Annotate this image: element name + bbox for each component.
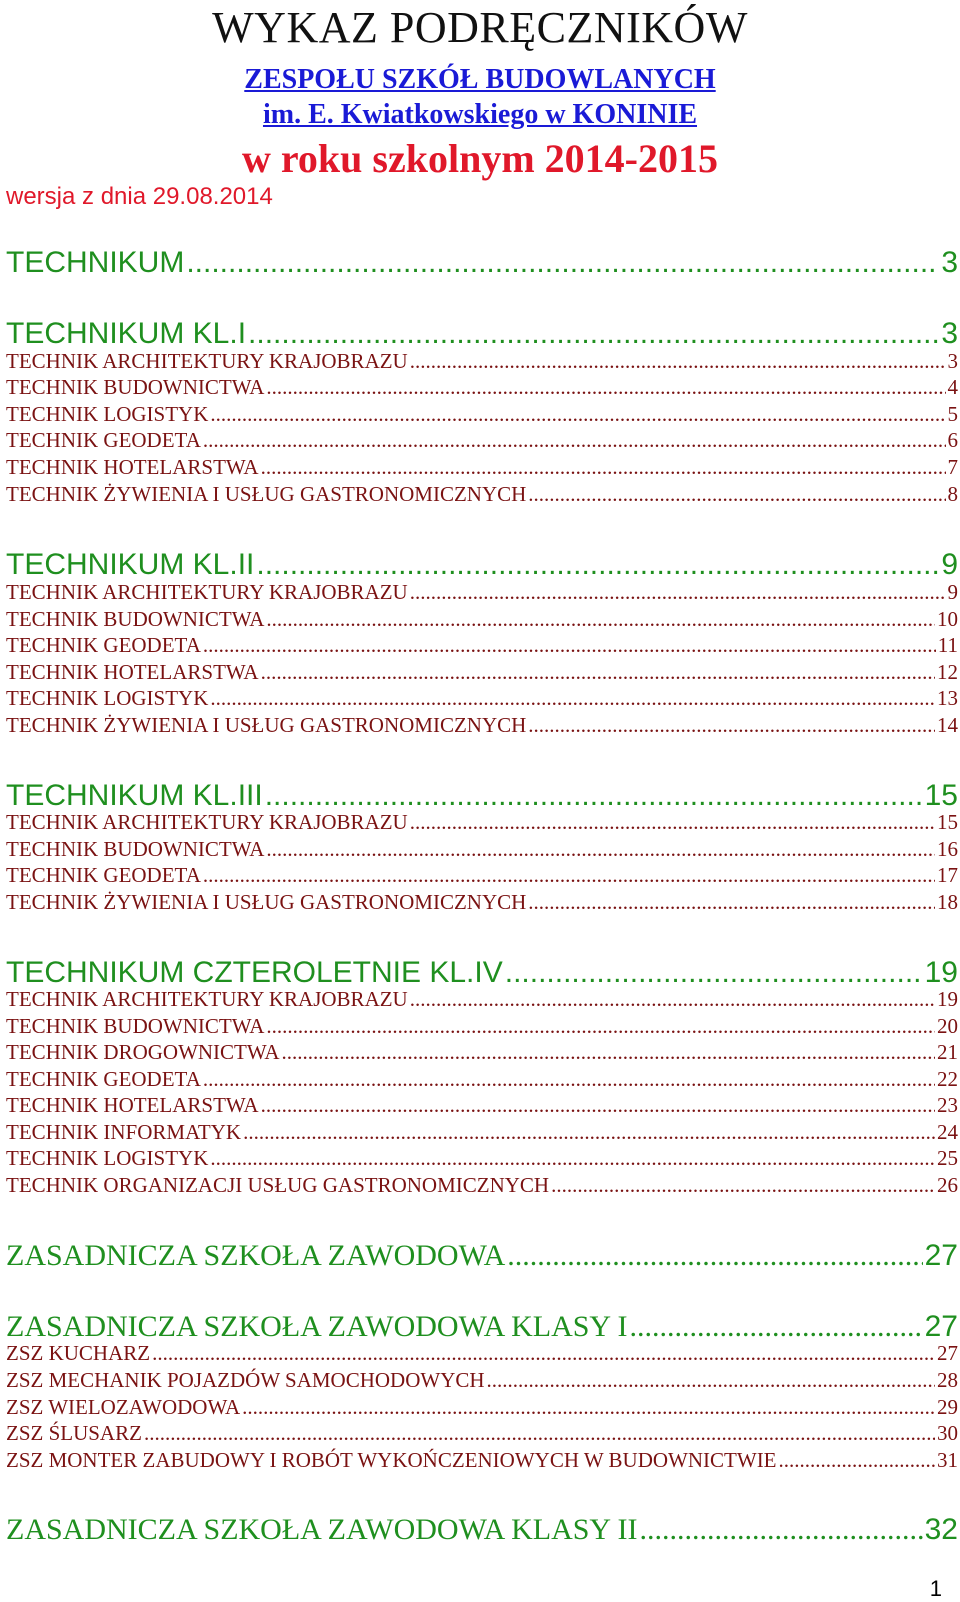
toc-entry-label: ZSZ WIELOZAWODOWA bbox=[6, 1395, 241, 1419]
toc-entry-page: 27 bbox=[924, 1239, 958, 1272]
toc-leader-dots bbox=[242, 1395, 935, 1420]
toc-entry-page: 27 bbox=[924, 1310, 958, 1343]
document-title: WYKAZ PODRĘCZNIKÓW bbox=[212, 3, 748, 52]
toc-entry-label: TECHNIK ŻYWIENIA I USŁUG GASTRONOMICZNYCH bbox=[6, 890, 527, 914]
toc-entry-label: TECHNIK GEODETA bbox=[6, 863, 201, 887]
toc-item-entry[interactable] bbox=[6, 1040, 958, 1065]
toc-item-entry[interactable] bbox=[6, 1421, 958, 1446]
toc-item-entry[interactable] bbox=[6, 1173, 958, 1198]
toc-entry-page: 21 bbox=[937, 1040, 958, 1064]
toc-item-entry[interactable] bbox=[6, 810, 958, 835]
toc-leader-dots bbox=[210, 686, 935, 711]
toc-entry-label: TECHNIK GEODETA bbox=[6, 633, 201, 657]
toc-item-entry[interactable] bbox=[6, 1067, 958, 1092]
toc-item-entry[interactable] bbox=[6, 1120, 958, 1145]
toc-item-entry[interactable] bbox=[6, 428, 958, 453]
school-patron-link[interactable]: im. E. Kwiatkowskiego w KONINIE bbox=[262, 99, 698, 130]
toc-leader-dots bbox=[507, 1239, 922, 1273]
toc-item-entry[interactable] bbox=[6, 375, 958, 400]
toc-entry-page: 3 bbox=[941, 246, 958, 279]
toc-entry-label: TECHNIK ARCHITEKTURY KRAJOBRAZU bbox=[6, 580, 408, 604]
toc-entry-page: 19 bbox=[937, 987, 958, 1011]
toc-leader-dots bbox=[256, 548, 939, 582]
toc-entry-page: 19 bbox=[924, 956, 958, 989]
toc-entry-label: TECHNIK BUDOWNICTWA bbox=[6, 837, 265, 861]
toc-leader-dots bbox=[265, 779, 923, 813]
toc-item-entry[interactable] bbox=[6, 1146, 958, 1171]
toc-entry-page: 8 bbox=[947, 482, 958, 506]
version-date: wersja z dnia 29.08.2014 bbox=[6, 183, 273, 210]
toc-leader-dots bbox=[410, 987, 935, 1012]
toc-leader-dots bbox=[261, 455, 946, 480]
toc-entry-page: 26 bbox=[937, 1173, 958, 1197]
toc-leader-dots bbox=[266, 1014, 935, 1039]
toc-leader-dots bbox=[629, 1310, 922, 1344]
toc-section-entry[interactable] bbox=[6, 1513, 958, 1547]
toc-entry-label: ZSZ KUCHARZ bbox=[6, 1341, 151, 1365]
toc-entry-page: 25 bbox=[937, 1146, 958, 1170]
toc-leader-dots bbox=[261, 1093, 935, 1118]
toc-entry-page: 12 bbox=[937, 660, 958, 684]
toc-leader-dots bbox=[505, 956, 923, 990]
toc-leader-dots bbox=[186, 246, 939, 280]
school-year: w roku szkolnym 2014-2015 bbox=[242, 136, 718, 181]
toc-entry-page: 27 bbox=[937, 1341, 958, 1365]
toc-entry-page: 5 bbox=[947, 402, 958, 426]
toc-entry-page: 6 bbox=[947, 428, 958, 452]
toc-leader-dots bbox=[639, 1513, 922, 1547]
toc-leader-dots bbox=[282, 1040, 935, 1065]
toc-item-entry[interactable] bbox=[6, 455, 958, 480]
page-number: 1 bbox=[929, 1576, 942, 1601]
toc-item-entry[interactable] bbox=[6, 1014, 958, 1039]
toc-leader-dots bbox=[144, 1421, 935, 1446]
toc-entry-label: TECHNIK ARCHITEKTURY KRAJOBRAZU bbox=[6, 987, 408, 1011]
toc-entry-label: TECHNIK ŻYWIENIA I USŁUG GASTRONOMICZNYCH bbox=[6, 713, 527, 737]
toc-entry-page: 32 bbox=[924, 1513, 958, 1546]
toc-leader-dots bbox=[266, 607, 935, 632]
toc-leader-dots bbox=[203, 428, 946, 453]
toc-entry-page: 15 bbox=[937, 810, 958, 834]
toc-entry-label: TECHNIKUM KL.II bbox=[6, 548, 255, 581]
toc-leader-dots bbox=[261, 660, 935, 685]
toc-leader-dots bbox=[551, 1173, 935, 1198]
toc-entry-page: 11 bbox=[937, 633, 958, 657]
toc-entry-label: TECHNIK LOGISTYK bbox=[6, 686, 209, 710]
toc-section-entry[interactable] bbox=[6, 548, 958, 582]
toc-leader-dots bbox=[152, 1341, 935, 1366]
toc-entry-page: 3 bbox=[947, 349, 958, 373]
toc-entry-page: 3 bbox=[941, 317, 958, 350]
toc-entry-page: 9 bbox=[947, 580, 958, 604]
toc-entry-label: TECHNIK DROGOWNICTWA bbox=[6, 1040, 280, 1064]
toc-entry-label: TECHNIKUM bbox=[6, 246, 185, 279]
toc-item-entry[interactable] bbox=[6, 1395, 958, 1420]
toc-item-entry[interactable] bbox=[6, 633, 958, 658]
toc-entry-label: TECHNIK HOTELARSTWA bbox=[6, 1093, 259, 1117]
toc-entry-label: TECHNIK BUDOWNICTWA bbox=[6, 1014, 265, 1038]
toc-item-entry[interactable] bbox=[6, 1368, 958, 1393]
toc-leader-dots bbox=[248, 317, 939, 351]
toc-entry-label: ZSZ ŚLUSARZ bbox=[6, 1421, 142, 1445]
toc-entry-label: TECHNIK HOTELARSTWA bbox=[6, 660, 259, 684]
toc-leader-dots bbox=[203, 863, 935, 888]
toc-entry-page: 10 bbox=[937, 607, 958, 631]
toc-entry-page: 30 bbox=[937, 1421, 958, 1445]
toc-entry-label: ZASADNICZA SZKOŁA ZAWODOWA bbox=[6, 1239, 506, 1272]
toc-entry-page: 31 bbox=[937, 1448, 958, 1472]
toc-entry-page: 13 bbox=[937, 686, 958, 710]
toc-entry-label: TECHNIK GEODETA bbox=[6, 1067, 201, 1091]
toc-section-entry[interactable] bbox=[6, 1310, 958, 1344]
toc-entry-label: ZSZ MONTER ZABUDOWY I ROBÓT WYKOŃCZENIOWYCH W BUDOWNICTWIE bbox=[6, 1448, 777, 1472]
toc-entry-label: ZASADNICZA SZKOŁA ZAWODOWA KLASY II bbox=[6, 1513, 638, 1546]
toc-entry-label: TECHNIKUM KL.III bbox=[6, 779, 263, 812]
toc-section-entry[interactable] bbox=[6, 317, 958, 351]
toc-leader-dots bbox=[266, 837, 935, 862]
toc-entry-page: 17 bbox=[937, 863, 958, 887]
toc-section-entry[interactable] bbox=[6, 956, 958, 990]
toc-entry-page: 18 bbox=[937, 890, 958, 914]
toc-entry-page: 7 bbox=[947, 455, 958, 479]
toc-leader-dots bbox=[203, 1067, 935, 1092]
toc-entry-label: ZASADNICZA SZKOŁA ZAWODOWA KLASY I bbox=[6, 1310, 628, 1343]
toc-item-entry[interactable] bbox=[6, 686, 958, 711]
toc-item-entry[interactable] bbox=[6, 1093, 958, 1118]
toc-entry-label: TECHNIK ARCHITEKTURY KRAJOBRAZU bbox=[6, 349, 408, 373]
toc-entry-page: 16 bbox=[937, 837, 958, 861]
toc-leader-dots bbox=[528, 890, 935, 915]
toc-entry-page: 15 bbox=[924, 779, 958, 812]
toc-leader-dots bbox=[266, 375, 945, 400]
toc-section-entry[interactable] bbox=[6, 246, 958, 280]
toc-entry-page: 20 bbox=[937, 1014, 958, 1038]
toc-leader-dots bbox=[528, 713, 935, 738]
toc-entry-page: 22 bbox=[937, 1067, 958, 1091]
toc-entry-label: TECHNIKUM KL.I bbox=[6, 317, 247, 350]
toc-item-entry[interactable] bbox=[6, 607, 958, 632]
toc-item-entry[interactable] bbox=[6, 987, 958, 1012]
toc-entry-label: TECHNIK BUDOWNICTWA bbox=[6, 607, 265, 631]
toc-entry-label: TECHNIK ORGANIZACJI USŁUG GASTRONOMICZNYCH bbox=[6, 1173, 550, 1197]
toc-leader-dots bbox=[487, 1368, 935, 1393]
toc-item-entry[interactable] bbox=[6, 890, 958, 915]
toc-leader-dots bbox=[528, 482, 945, 507]
toc-leader-dots bbox=[410, 580, 946, 605]
toc-item-entry[interactable] bbox=[6, 837, 958, 862]
toc-item-entry[interactable] bbox=[6, 1341, 958, 1366]
toc-leader-dots bbox=[410, 810, 935, 835]
toc-item-entry[interactable] bbox=[6, 863, 958, 888]
toc-entry-label: TECHNIK LOGISTYK bbox=[6, 1146, 209, 1170]
toc-entry-page: 14 bbox=[937, 713, 958, 737]
toc-entry-label: TECHNIK GEODETA bbox=[6, 428, 201, 452]
toc-item-entry[interactable] bbox=[6, 482, 958, 507]
toc-entry-label: TECHNIK LOGISTYK bbox=[6, 402, 209, 426]
toc-leader-dots bbox=[243, 1120, 935, 1145]
toc-entry-label: TECHNIK INFORMATYK bbox=[6, 1120, 242, 1144]
toc-item-entry[interactable] bbox=[6, 402, 958, 427]
toc-item-entry[interactable] bbox=[6, 660, 958, 685]
toc-item-entry[interactable] bbox=[6, 580, 958, 605]
toc-section-entry[interactable] bbox=[6, 779, 958, 813]
toc-entry-page: 4 bbox=[947, 375, 958, 399]
toc-entry-page: 28 bbox=[937, 1368, 958, 1392]
toc-entry-page: 24 bbox=[937, 1120, 958, 1144]
school-name-link[interactable]: ZESPOŁU SZKÓŁ BUDOWLANYCH bbox=[244, 64, 716, 95]
toc-leader-dots bbox=[203, 633, 936, 658]
toc-entry-page: 29 bbox=[937, 1395, 958, 1419]
toc-leader-dots bbox=[779, 1448, 935, 1473]
toc-item-entry[interactable] bbox=[6, 713, 958, 738]
toc-entry-label: TECHNIK ŻYWIENIA I USŁUG GASTRONOMICZNYCH bbox=[6, 482, 527, 506]
toc-entry-page: 9 bbox=[941, 548, 958, 581]
toc-entry-label: ZSZ MECHANIK POJAZDÓW SAMOCHODOWYCH bbox=[6, 1368, 485, 1392]
toc-leader-dots bbox=[410, 349, 946, 374]
toc-entry-label: TECHNIK BUDOWNICTWA bbox=[6, 375, 265, 399]
toc-item-entry[interactable] bbox=[6, 1448, 958, 1473]
toc-item-entry[interactable] bbox=[6, 349, 958, 374]
toc-entry-label: TECHNIK ARCHITEKTURY KRAJOBRAZU bbox=[6, 810, 408, 834]
toc-entry-label: TECHNIK HOTELARSTWA bbox=[6, 455, 259, 479]
toc-leader-dots bbox=[210, 1146, 935, 1171]
toc-section-entry[interactable] bbox=[6, 1239, 958, 1273]
toc-entry-label: TECHNIKUM CZTEROLETNIE KL.IV bbox=[6, 956, 503, 989]
toc-leader-dots bbox=[210, 402, 945, 427]
toc-entry-page: 23 bbox=[937, 1093, 958, 1117]
